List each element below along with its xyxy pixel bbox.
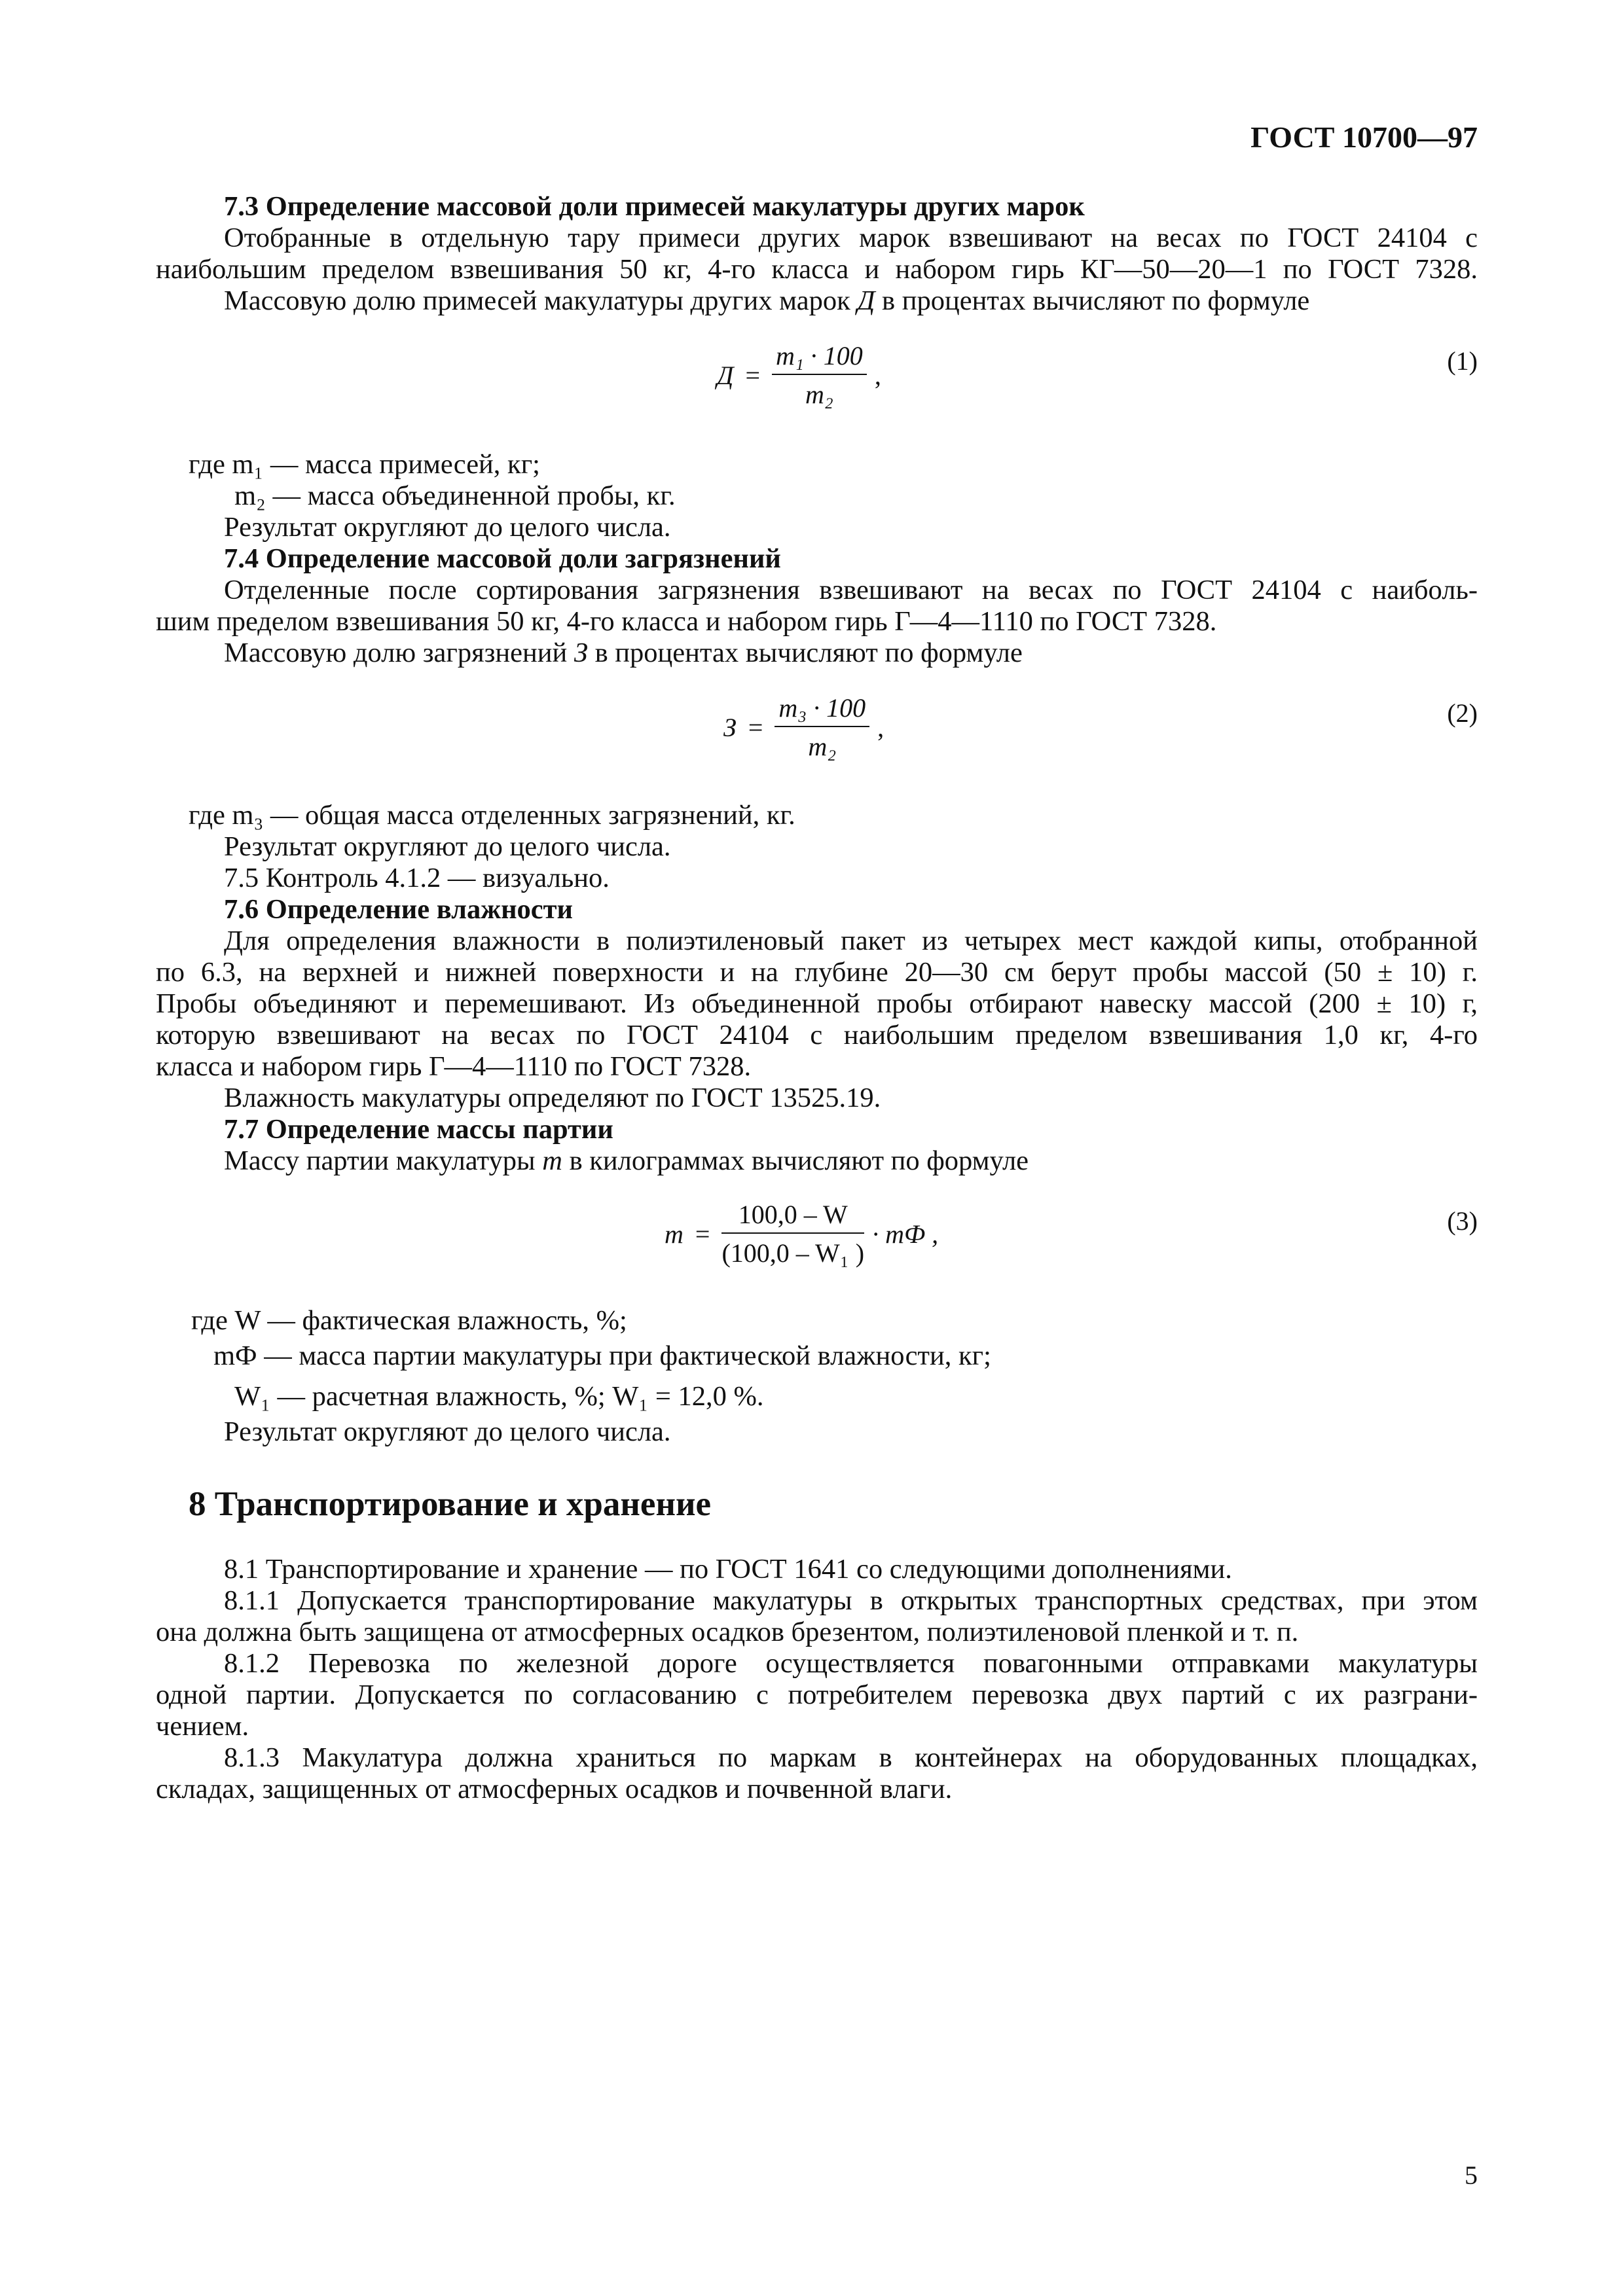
s77-line-1-text-a: Массу партии макулатуры xyxy=(224,1145,536,1176)
s8-line-1: 8.1 Транспортирование и хранение — по ГОСТ 1641 со следующими дополнениями. xyxy=(224,1554,1232,1585)
formula-3-numerator: 100,0 – W xyxy=(721,1199,864,1234)
s74-line-2: шим пределом взвешивания 50 кг, 4-го класса и набором гирь Г—4—1110 по ГОСТ 7328. xyxy=(156,606,1217,637)
s73-line-3-text-b: в процентах вычисляют по формуле xyxy=(882,285,1310,316)
section-8-heading: 8 Транспортирование и хранение xyxy=(189,1485,712,1523)
s8-line-4: 8.1.2 Перевозка по железной дороге осуществляется повагонными отправками макулатуры xyxy=(224,1648,1478,1679)
formula-1-number: (1) xyxy=(1447,346,1478,376)
s74-line-3-text-b: в процентах вычисляют по формуле xyxy=(594,637,1023,668)
s73-where-1: где m₁ — масса примесей, кг; xyxy=(189,449,540,480)
formula-1-denominator: m₂ xyxy=(805,380,833,409)
section-7-5: 7.5 Контроль 4.1.2 — визуально. xyxy=(224,863,610,893)
formula-3 xyxy=(665,1199,938,1268)
document-header: ГОСТ 10700—97 xyxy=(1250,120,1478,154)
s73-where-2: m₂ — масса объединенной пробы, кг. xyxy=(234,480,676,511)
formula-2-comma: , xyxy=(877,712,884,742)
section-7-6-title: 7.6 Определение влажности xyxy=(224,894,574,925)
s73-line-3-text-a: Массовую долю примесей макулатуры других марок xyxy=(224,285,850,316)
s77-where-1: где W — фактическая влажность, %; xyxy=(191,1305,627,1336)
formula-1-numerator: m₁ · 100 xyxy=(772,340,867,375)
s74-line-3-text-a: Массовую долю загрязнений xyxy=(224,637,568,668)
s73-result: Результат округляют до целого числа. xyxy=(224,512,671,543)
formula-2-numerator: m₃ · 100 xyxy=(775,692,869,727)
page-number: 5 xyxy=(1465,2161,1478,2190)
s77-line-1-text-b: в килограммах вычисляют по формуле xyxy=(569,1145,1029,1176)
formula-1-comma: , xyxy=(874,360,881,390)
formula-3-number: (3) xyxy=(1447,1206,1478,1236)
s76-line-3: Пробы объединяют и перемешивают. Из объединенной пробы отбирают навеску массой (200 ± 10) г, xyxy=(156,988,1478,1019)
s8-line-2: 8.1.1 Допускается транспортирование макулатуры в открытых транспортных средствах, при этом xyxy=(224,1585,1478,1616)
formula-1-lhs: Д xyxy=(717,360,734,390)
s76-line-5: класса и набором гирь Г—4—1110 по ГОСТ 7328. xyxy=(156,1051,752,1082)
section-7-4-title: 7.4 Определение массовой доли загрязнений xyxy=(224,543,781,574)
s8-line-6: чением. xyxy=(156,1711,249,1742)
formula-2-lhs: З xyxy=(723,712,737,742)
s73-line-1: Отобранные в отдельную тару примеси других марок взвешивают на весах по ГОСТ 24104 с xyxy=(224,223,1478,253)
formula-3-multiplier: · mФ , xyxy=(872,1219,939,1249)
s8-line-7: 8.1.3 Макулатура должна храниться по маркам в контейнерах на оборудованных площадках, xyxy=(224,1742,1478,1773)
s74-var-z: З xyxy=(574,637,588,668)
s77-result: Результат округляют до целого числа. xyxy=(224,1416,671,1447)
formula-1-equals: = xyxy=(745,360,761,390)
s74-result: Результат округляют до целого числа. xyxy=(224,831,671,862)
s74-line-3 xyxy=(224,637,1023,669)
s76-line-2: по 6.3, на верхней и нижней поверхности и на глубине 20—30 см берут пробы массой (50 ± 10) г. xyxy=(156,957,1478,988)
formula-3-fraction xyxy=(721,1199,864,1268)
formula-3-denominator: (100,0 – W₁ ) xyxy=(721,1238,865,1268)
formula-2 xyxy=(723,692,884,762)
s76-line-4: которую взвешивают на весах по ГОСТ 24104 с наибольшим пределом взвешивания 1,0 кг, 4-го xyxy=(156,1020,1478,1050)
s76-line-6: Влажность макулатуры определяют по ГОСТ 13525.19. xyxy=(224,1083,881,1113)
s76-line-1: Для определения влажности в полиэтиленовый пакет из четырех мест каждой кипы, отобранной xyxy=(224,925,1478,956)
formula-2-denominator: m₂ xyxy=(808,732,837,761)
s77-where-2: mФ — масса партии макулатуры при фактической влажности, кг; xyxy=(213,1340,991,1371)
formula-1-fraction xyxy=(772,340,867,410)
s74-line-1: Отделенные после сортирования загрязнения взвешивают на весах по ГОСТ 24104 с наиболь- xyxy=(224,575,1478,605)
formula-3-lhs: m xyxy=(665,1219,684,1249)
s77-where-3: W₁ — расчетная влажность, %; W₁ = 12,0 %. xyxy=(234,1381,764,1412)
s73-line-3 xyxy=(224,285,1309,317)
s74-where-1: где m₃ — общая масса отделенных загрязнений, кг. xyxy=(189,800,795,831)
formula-2-equals: = xyxy=(748,712,763,742)
formula-2-fraction xyxy=(775,692,869,762)
section-7-3-title: 7.3 Определение массовой доли примесей макулатуры других марок xyxy=(224,191,1085,222)
s73-var-d: Д xyxy=(857,285,875,316)
s77-line-1 xyxy=(224,1145,1029,1177)
formula-2-number: (2) xyxy=(1447,698,1478,728)
s77-var-m: m xyxy=(542,1145,562,1176)
section-7-7-title: 7.7 Определение массы партии xyxy=(224,1114,613,1145)
s8-line-3: она должна быть защищена от атмосферных осадков брезентом, полиэтиленовой пленкой и т. п. xyxy=(156,1617,1299,1647)
s8-line-8: складах, защищенных от атмосферных осадков и почвенной влаги. xyxy=(156,1774,953,1804)
formula-1 xyxy=(717,340,881,410)
formula-3-equals: = xyxy=(695,1219,710,1249)
s8-line-5: одной партии. Допускается по согласованию с потребителем перевозка двух партий с их разграни- xyxy=(156,1679,1478,1710)
s73-line-2: наибольшим пределом взвешивания 50 кг, 4-го класса и набором гирь КГ—50—20—1 по ГОСТ 7328. xyxy=(156,254,1478,285)
